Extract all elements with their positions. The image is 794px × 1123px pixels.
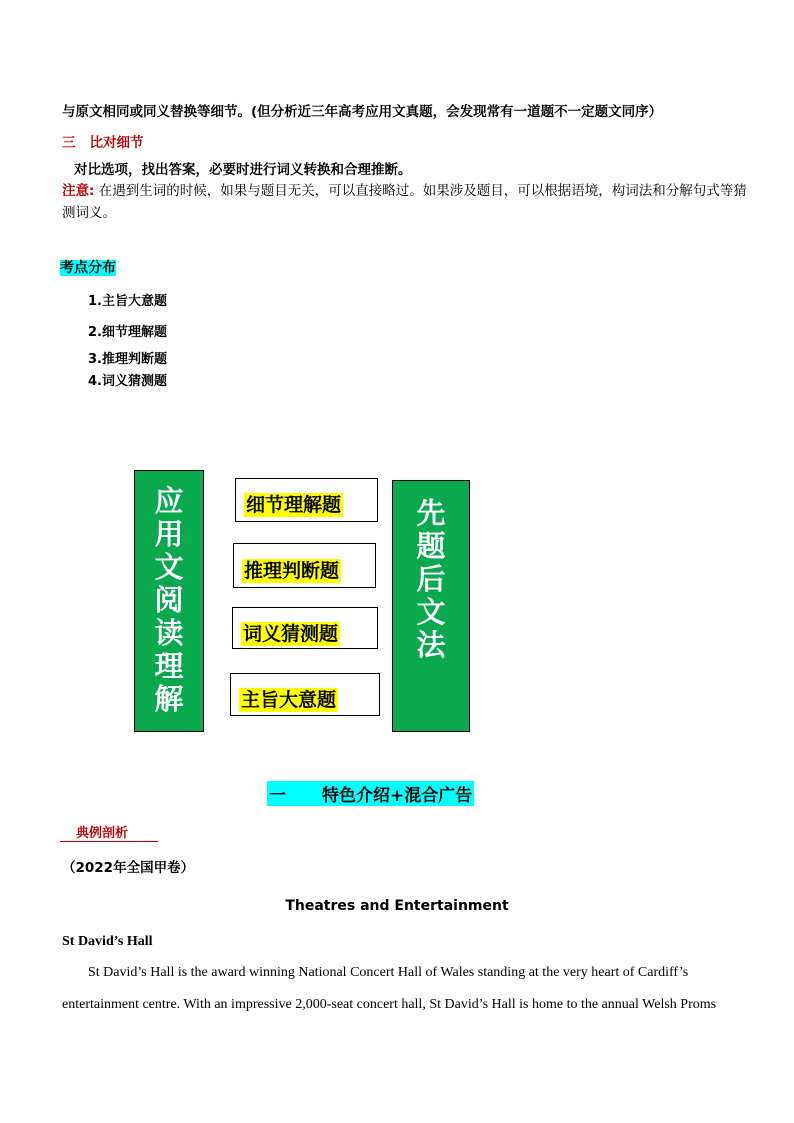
diagram-box-vocab <box>232 607 378 649</box>
passage-subheading: St David’s Hall <box>62 934 153 949</box>
diagram-box-inference <box>233 543 376 588</box>
intro-tail-text: 与原文相同或同义替换等细节。(但分析近三年高考应用文真题，会发现常有一道题不一定题文同序） <box>62 104 663 120</box>
passage-line: entertainment centre. With an impressive 2,000-seat concert hall, St David’s Hall is home to the annual Welsh Proms <box>62 997 717 1012</box>
passage-line: St David’s Hall is the award winning National Concert Hall of Wales standing at the very heart of Cardiff’s <box>88 965 689 980</box>
diagram-right-box <box>392 480 470 732</box>
section-3-title: 比对细节 <box>89 135 144 151</box>
exam-source: （2022年全国甲卷） <box>62 860 195 876</box>
kaodian-heading <box>60 257 116 277</box>
kaodian-item: 1.主旨大意题 <box>88 294 167 309</box>
note-paragraph <box>62 180 752 224</box>
diagram-right-label: 先 题 后 文 法 <box>416 496 446 662</box>
section-1-heading <box>267 781 474 806</box>
diagram-box-label: 推理判断题 <box>244 560 340 582</box>
diagram-box-detail <box>235 478 378 522</box>
kaodian-item: 2.细节理解题 <box>88 325 167 340</box>
section-3-text: 对比选项，找出答案，必要时进行词义转换和合理推断。 <box>74 162 412 178</box>
diagram-box-main-idea <box>230 673 380 716</box>
section-3-heading <box>62 131 144 151</box>
diagram-left-box <box>134 470 204 732</box>
note-label: 注意: <box>62 183 95 199</box>
diagram-box-label: 细节理解题 <box>246 494 342 516</box>
kaodian-item: 3.推理判断题 <box>88 352 167 367</box>
example-heading: 典例剖析 <box>60 822 158 842</box>
kaodian-item: 4.词义猜测题 <box>88 374 167 389</box>
section-1-title: 特色介绍+混合广告 <box>322 786 473 806</box>
passage-title: Theatres and Entertainment <box>285 898 509 914</box>
diagram-left-label: 应 用 文 阅 读 理 解 <box>154 484 184 716</box>
section-3-number: 三 <box>62 135 76 151</box>
diagram-box-label: 主旨大意题 <box>241 689 337 711</box>
diagram-box-label: 词义猜测题 <box>243 623 339 645</box>
note-text: 在遇到生词的时候，如果与题目无关，可以直接略过。如果涉及题目，可以根据语境，构词法和分解句式等猜测词义。 <box>62 183 747 221</box>
section-1-number: 一 <box>269 786 286 806</box>
kaodian-heading-text: 考点分布 <box>60 260 116 276</box>
